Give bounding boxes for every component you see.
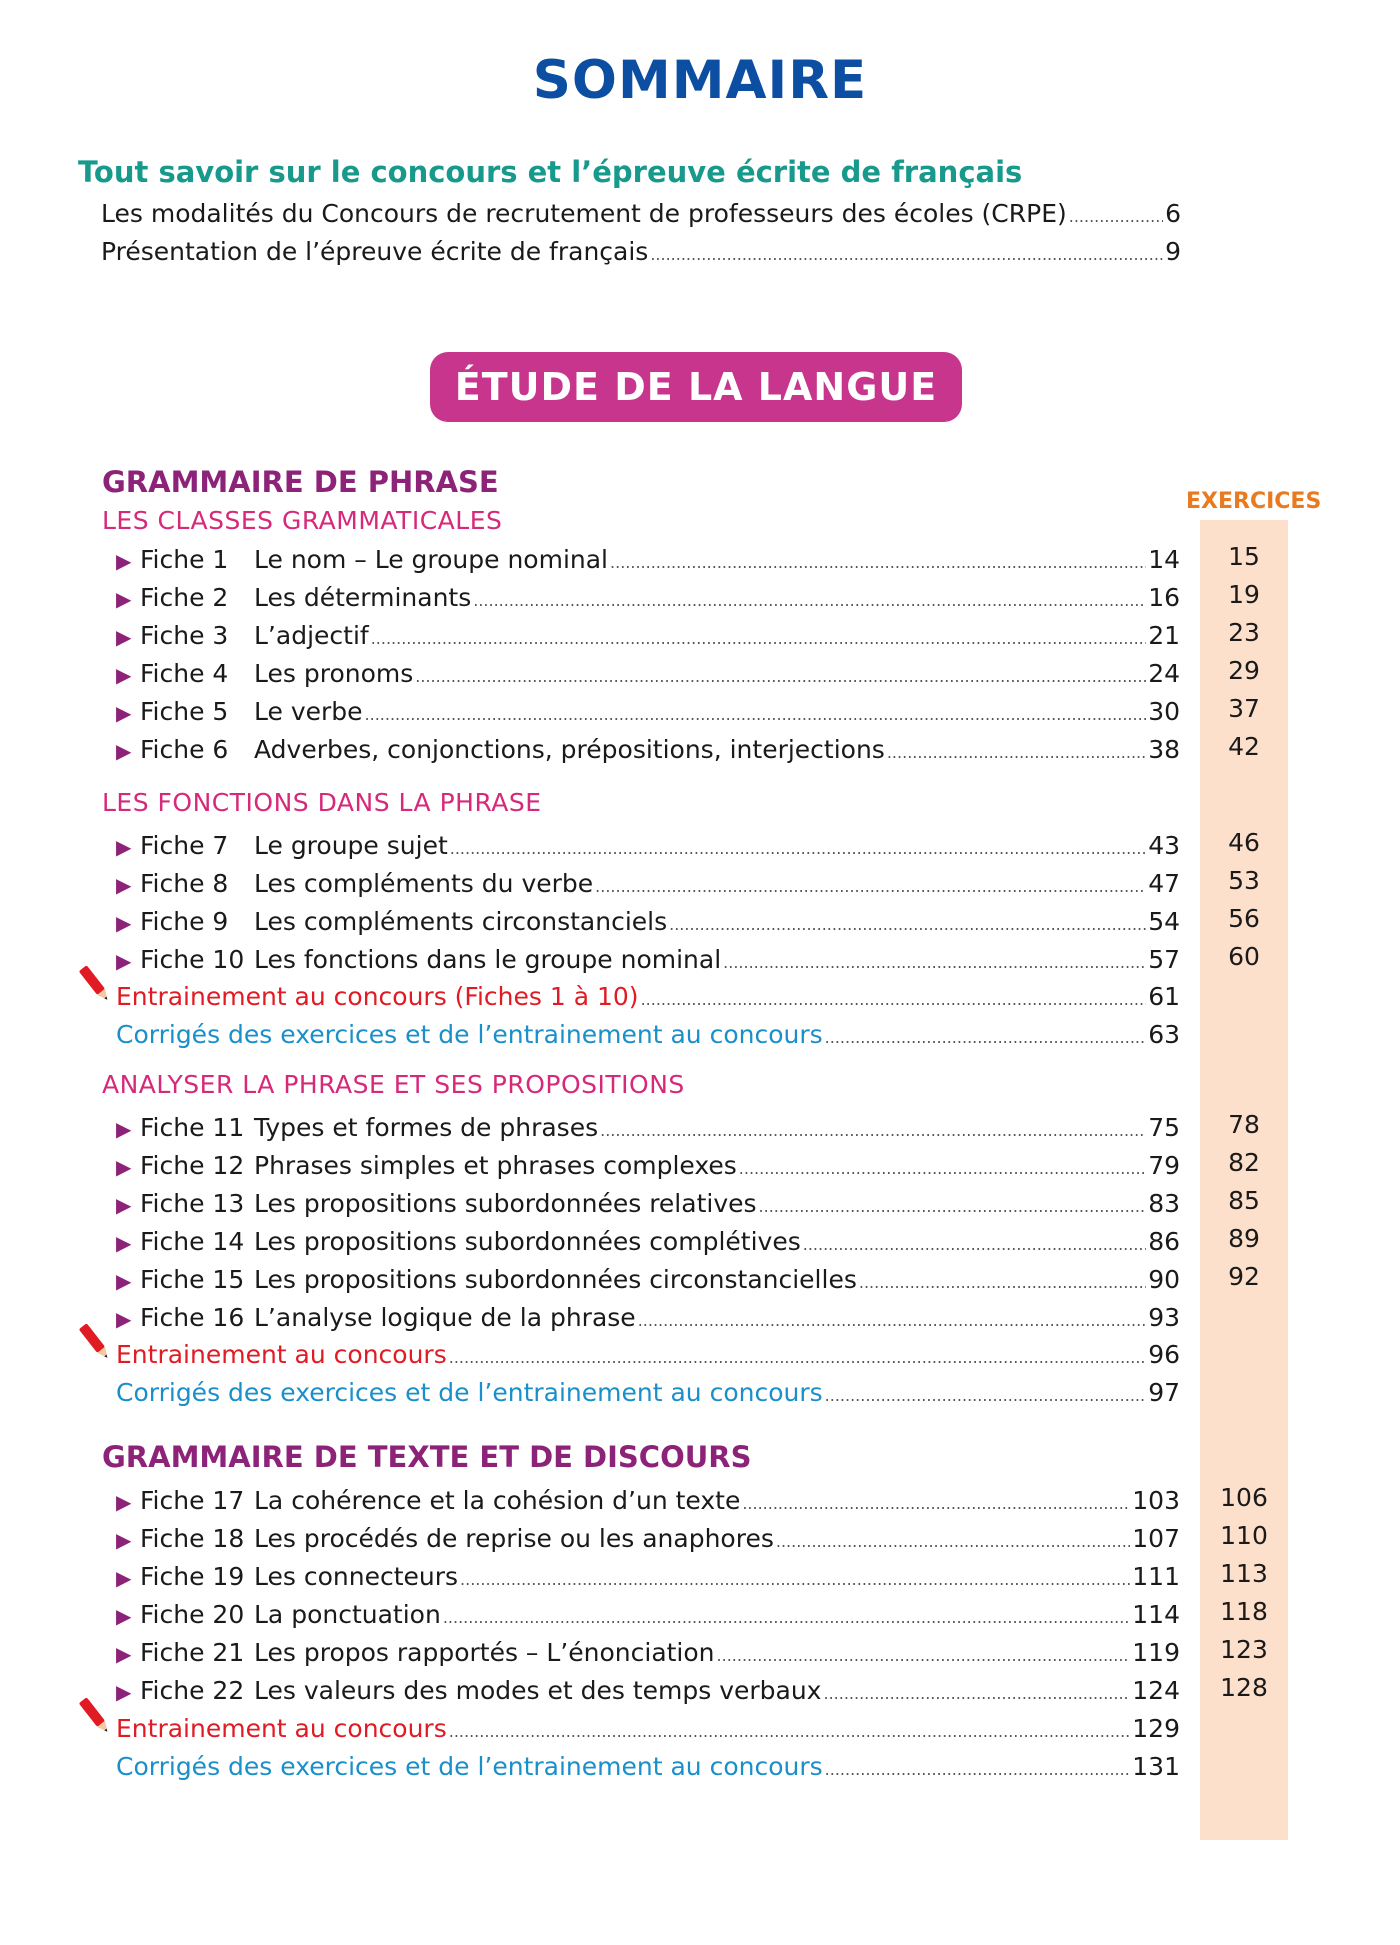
- pencil-icon: [78, 1320, 112, 1364]
- training-page: 96: [1148, 1340, 1180, 1369]
- fiche-title: Les procédés de reprise ou les anaphores: [254, 1524, 774, 1553]
- fiche-page: 30: [1148, 697, 1180, 726]
- fiche-entry[interactable]: [116, 1599, 1180, 1634]
- exercice-page: 118: [1220, 1597, 1268, 1626]
- exercice-page: 113: [1220, 1559, 1268, 1588]
- fiche-entry[interactable]: [116, 868, 1180, 903]
- fiche-entry[interactable]: [116, 906, 1180, 941]
- exercice-page: 128: [1220, 1673, 1268, 1702]
- fiche-label: [116, 1112, 598, 1145]
- dot-leader: [859, 1267, 1146, 1299]
- exercice-page: 123: [1220, 1635, 1268, 1664]
- fiche-number: Fiche 2: [140, 583, 229, 612]
- triangle-right-icon: ▶: [116, 1680, 132, 1704]
- fiche-page: 75: [1148, 1113, 1180, 1142]
- triangle-right-icon: ▶: [116, 1269, 132, 1293]
- dot-leader: [595, 871, 1146, 903]
- dot-leader: [450, 833, 1146, 865]
- toc-entry-page: 9: [1165, 237, 1181, 266]
- dot-leader: [371, 623, 1147, 655]
- dot-leader: [415, 661, 1146, 693]
- fiche-label: [116, 582, 471, 615]
- fiche-label: [116, 1302, 636, 1335]
- corriges-page: 63: [1148, 1020, 1180, 1049]
- fiche-label: [116, 830, 448, 863]
- dot-leader: [460, 1564, 1130, 1596]
- exercice-page: 53: [1228, 866, 1260, 895]
- dot-leader: [638, 1305, 1147, 1337]
- pencil-icon: [78, 1694, 112, 1738]
- fiche-title: Les fonctions dans le groupe nominal: [254, 945, 722, 974]
- fiche-entry[interactable]: [116, 582, 1180, 617]
- fiche-title: L’adjectif: [254, 621, 369, 650]
- fiche-number: Fiche 5: [140, 697, 229, 726]
- dot-leader: [669, 909, 1146, 941]
- toc-entry-label: Les modalités du Concours de recrutement de professeurs des écoles (CRPE): [101, 199, 1067, 228]
- corriges-label: Corrigés des exercices et de l’entrainement au concours: [116, 1378, 823, 1407]
- triangle-right-icon: ▶: [116, 1642, 132, 1666]
- fiche-page: 114: [1132, 1600, 1180, 1629]
- fiche-label: [116, 1485, 740, 1518]
- training-label: Entrainement au concours (Fiches 1 à 10): [116, 982, 639, 1011]
- fiche-page: 103: [1132, 1486, 1180, 1515]
- fiche-number: Fiche 9: [140, 907, 229, 936]
- triangle-right-icon: ▶: [116, 663, 132, 687]
- toc-entry-label: Présentation de l’épreuve écrite de français: [101, 237, 649, 266]
- fiche-page: 86: [1148, 1227, 1180, 1256]
- fiche-page: 107: [1132, 1524, 1180, 1553]
- intro-heading: Tout savoir sur le concours et l’épreuve écrite de français: [78, 155, 1023, 189]
- fiche-label: [116, 1150, 737, 1183]
- fiche-page: 24: [1148, 659, 1180, 688]
- fiche-label: [116, 544, 608, 577]
- fiche-label: [116, 620, 369, 653]
- triangle-right-icon: ▶: [116, 739, 132, 763]
- dot-leader: [473, 585, 1146, 617]
- fiche-entry[interactable]: [116, 620, 1180, 655]
- toc-entry-page: 6: [1165, 199, 1181, 228]
- fiche-number: Fiche 15: [140, 1265, 245, 1294]
- dot-leader: [449, 1342, 1146, 1374]
- heading-grammaire-phrase: GRAMMAIRE DE PHRASE: [102, 465, 499, 499]
- fiche-number: Fiche 14: [140, 1227, 245, 1256]
- fiche-label: [116, 696, 363, 729]
- fiche-page: 79: [1148, 1151, 1180, 1180]
- fiche-number: Fiche 17: [140, 1486, 245, 1515]
- exercice-page: 92: [1228, 1262, 1260, 1291]
- triangle-right-icon: ▶: [116, 1566, 132, 1590]
- fiche-label: [116, 906, 667, 939]
- fiche-title: Les propositions subordonnées circonstancielles: [254, 1265, 857, 1294]
- fiche-label: [116, 868, 593, 901]
- dot-leader: [1069, 201, 1163, 233]
- heading-classes: LES CLASSES GRAMMATICALES: [102, 506, 503, 535]
- fiche-entry[interactable]: [116, 1150, 1180, 1185]
- pencil-icon: [78, 962, 112, 1006]
- triangle-right-icon: ▶: [116, 1231, 132, 1255]
- exercice-page: 78: [1228, 1110, 1260, 1139]
- fiche-label: [116, 944, 721, 977]
- fiche-entry[interactable]: [116, 696, 1180, 731]
- triangle-right-icon: ▶: [116, 873, 132, 897]
- fiche-entry[interactable]: [116, 544, 1180, 579]
- fiche-page: 38: [1148, 735, 1180, 764]
- dot-leader: [825, 1380, 1147, 1412]
- fiche-entry[interactable]: [116, 830, 1180, 865]
- fiche-label: [116, 1637, 715, 1670]
- fiche-label: [116, 1523, 774, 1556]
- triangle-right-icon: ▶: [116, 1490, 132, 1514]
- toc-entry[interactable]: [101, 236, 1181, 271]
- heading-grammaire-texte: GRAMMAIRE DE TEXTE ET DE DISCOURS: [102, 1440, 752, 1474]
- corriges-entry[interactable]: [116, 1377, 1180, 1412]
- fiche-title: Les connecteurs: [254, 1562, 459, 1591]
- training-label: Entrainement au concours: [116, 1714, 447, 1743]
- fiche-entry[interactable]: [116, 658, 1180, 693]
- exercice-page: 89: [1228, 1224, 1260, 1253]
- fiche-entry[interactable]: [116, 944, 1180, 979]
- fiche-label: [116, 1675, 821, 1708]
- fiche-title: Les compléments circonstanciels: [254, 907, 668, 936]
- dot-leader: [823, 1678, 1130, 1710]
- triangle-right-icon: ▶: [116, 835, 132, 859]
- fiche-number: Fiche 12: [140, 1151, 245, 1180]
- triangle-right-icon: ▶: [116, 625, 132, 649]
- fiche-label: [116, 658, 413, 691]
- dot-leader: [825, 1022, 1147, 1054]
- fiche-number: Fiche 18: [140, 1524, 245, 1553]
- exercice-page: 29: [1228, 656, 1260, 685]
- fiche-entry[interactable]: [116, 1675, 1180, 1710]
- corriges-label: Corrigés des exercices et de l’entrainement au concours: [116, 1752, 823, 1781]
- dot-leader: [776, 1526, 1130, 1558]
- exercice-page: 110: [1220, 1521, 1268, 1550]
- triangle-right-icon: ▶: [116, 949, 132, 973]
- fiche-entry[interactable]: [116, 1523, 1180, 1558]
- fiche-title: Le groupe sujet: [254, 831, 448, 860]
- fiche-number: Fiche 19: [140, 1562, 245, 1591]
- fiche-number: Fiche 21: [140, 1638, 245, 1667]
- dot-leader: [739, 1153, 1146, 1185]
- dot-leader: [443, 1602, 1130, 1634]
- triangle-right-icon: ▶: [116, 1307, 132, 1331]
- fiche-entry[interactable]: [116, 1112, 1180, 1147]
- exercice-page: 19: [1228, 580, 1260, 609]
- triangle-right-icon: ▶: [116, 549, 132, 573]
- exercice-page: 15: [1228, 542, 1260, 571]
- fiche-page: 21: [1148, 621, 1180, 650]
- fiche-label: [116, 1226, 801, 1259]
- fiche-label: [116, 1188, 757, 1221]
- fiche-number: Fiche 22: [140, 1676, 245, 1705]
- dot-leader: [717, 1640, 1131, 1672]
- fiche-page: 16: [1148, 583, 1180, 612]
- corriges-page: 97: [1148, 1378, 1180, 1407]
- triangle-right-icon: ▶: [116, 587, 132, 611]
- fiche-title: Les valeurs des modes et des temps verbaux: [254, 1676, 822, 1705]
- fiche-page: 47: [1148, 869, 1180, 898]
- corriges-entry[interactable]: [116, 1019, 1180, 1054]
- triangle-right-icon: ▶: [116, 911, 132, 935]
- exercice-page: 23: [1228, 618, 1260, 647]
- fiche-page: 57: [1148, 945, 1180, 974]
- dot-leader: [449, 1716, 1131, 1748]
- fiche-entry[interactable]: [116, 1188, 1180, 1223]
- dot-leader: [887, 737, 1146, 769]
- exercice-page: 82: [1228, 1148, 1260, 1177]
- triangle-right-icon: ▶: [116, 1193, 132, 1217]
- fiche-entry[interactable]: [116, 1485, 1180, 1520]
- fiche-title: L’analyse logique de la phrase: [254, 1303, 636, 1332]
- fiche-entry[interactable]: [116, 1226, 1180, 1261]
- fiche-title: Le nom – Le groupe nominal: [254, 545, 609, 574]
- fiche-page: 90: [1148, 1265, 1180, 1294]
- fiche-entry[interactable]: [116, 734, 1180, 769]
- triangle-right-icon: ▶: [116, 701, 132, 725]
- fiche-entry[interactable]: [116, 1302, 1180, 1337]
- dot-leader: [610, 547, 1146, 579]
- fiche-title: Les pronoms: [254, 659, 414, 688]
- fiche-number: Fiche 7: [140, 831, 229, 860]
- fiche-page: 43: [1148, 831, 1180, 860]
- fiche-label: [116, 1599, 441, 1632]
- exercice-page: 106: [1220, 1483, 1268, 1512]
- fiche-entry[interactable]: [116, 1264, 1180, 1299]
- training-entry[interactable]: [116, 1713, 1180, 1748]
- toc-entry[interactable]: [101, 198, 1181, 233]
- fiche-number: Fiche 16: [140, 1303, 245, 1332]
- fiche-title: Les compléments du verbe: [254, 869, 594, 898]
- corriges-page: 131: [1132, 1752, 1180, 1781]
- dot-leader: [742, 1488, 1130, 1520]
- fiche-title: Phrases simples et phrases complexes: [254, 1151, 737, 1180]
- dot-leader: [759, 1191, 1147, 1223]
- fiche-entry[interactable]: [116, 1561, 1180, 1596]
- corriges-label: Corrigés des exercices et de l’entrainement au concours: [116, 1020, 823, 1049]
- dot-leader: [723, 947, 1146, 979]
- fiche-number: Fiche 10: [140, 945, 245, 974]
- fiche-page: 54: [1148, 907, 1180, 936]
- dot-leader: [365, 699, 1147, 731]
- corriges-entry[interactable]: [116, 1751, 1180, 1786]
- fiche-page: 124: [1132, 1676, 1180, 1705]
- fiche-title: Les propositions subordonnées complétives: [254, 1227, 801, 1256]
- fiche-page: 93: [1148, 1303, 1180, 1332]
- fiche-title: Le verbe: [254, 697, 363, 726]
- section-banner: ÉTUDE DE LA LANGUE: [430, 352, 962, 422]
- fiche-number: Fiche 8: [140, 869, 229, 898]
- fiche-number: Fiche 20: [140, 1600, 245, 1629]
- fiche-label: [116, 1561, 458, 1594]
- heading-fonctions: LES FONCTIONS DANS LA PHRASE: [102, 788, 542, 817]
- fiche-title: Les déterminants: [254, 583, 472, 612]
- fiche-number: Fiche 1: [140, 545, 229, 574]
- triangle-right-icon: ▶: [116, 1604, 132, 1628]
- fiche-number: Fiche 3: [140, 621, 229, 650]
- training-entry[interactable]: [116, 981, 1180, 1016]
- fiche-page: 14: [1148, 545, 1180, 574]
- fiche-page: 83: [1148, 1189, 1180, 1218]
- fiche-title: Adverbes, conjonctions, prépositions, interjections: [254, 735, 885, 764]
- dot-leader: [825, 1754, 1131, 1786]
- exercice-page: 37: [1228, 694, 1260, 723]
- exercice-page: 60: [1228, 942, 1260, 971]
- training-entry[interactable]: [116, 1339, 1180, 1374]
- dot-leader: [641, 984, 1147, 1016]
- fiche-number: Fiche 11: [140, 1113, 245, 1142]
- fiche-page: 119: [1132, 1638, 1180, 1667]
- training-label: Entrainement au concours: [116, 1340, 447, 1369]
- fiche-page: 111: [1132, 1562, 1180, 1591]
- exercice-page: 46: [1228, 828, 1260, 857]
- dot-leader: [803, 1229, 1146, 1261]
- fiche-title: Types et formes de phrases: [254, 1113, 599, 1142]
- fiche-title: Les propositions subordonnées relatives: [254, 1189, 757, 1218]
- fiche-label: [116, 1264, 857, 1297]
- triangle-right-icon: ▶: [116, 1155, 132, 1179]
- fiche-title: Les propos rapportés – L’énonciation: [254, 1638, 715, 1667]
- exercice-page: 85: [1228, 1186, 1260, 1215]
- dot-leader: [600, 1115, 1146, 1147]
- fiche-entry[interactable]: [116, 1637, 1180, 1672]
- dot-leader: [650, 239, 1163, 271]
- exercice-page: 42: [1228, 732, 1260, 761]
- heading-analyser: ANALYSER LA PHRASE ET SES PROPOSITIONS: [102, 1070, 685, 1099]
- triangle-right-icon: ▶: [116, 1117, 132, 1141]
- fiche-title: La cohérence et la cohésion d’un texte: [254, 1486, 741, 1515]
- fiche-number: Fiche 13: [140, 1189, 245, 1218]
- triangle-right-icon: ▶: [116, 1528, 132, 1552]
- page-title: SOMMAIRE: [532, 50, 868, 111]
- fiche-number: Fiche 4: [140, 659, 229, 688]
- training-page: 61: [1148, 982, 1180, 1011]
- training-page: 129: [1132, 1714, 1180, 1743]
- exercices-label: EXERCICES: [1186, 489, 1322, 514]
- fiche-number: Fiche 6: [140, 735, 229, 764]
- exercice-page: 56: [1228, 904, 1260, 933]
- fiche-title: La ponctuation: [254, 1600, 441, 1629]
- fiche-label: [116, 734, 885, 767]
